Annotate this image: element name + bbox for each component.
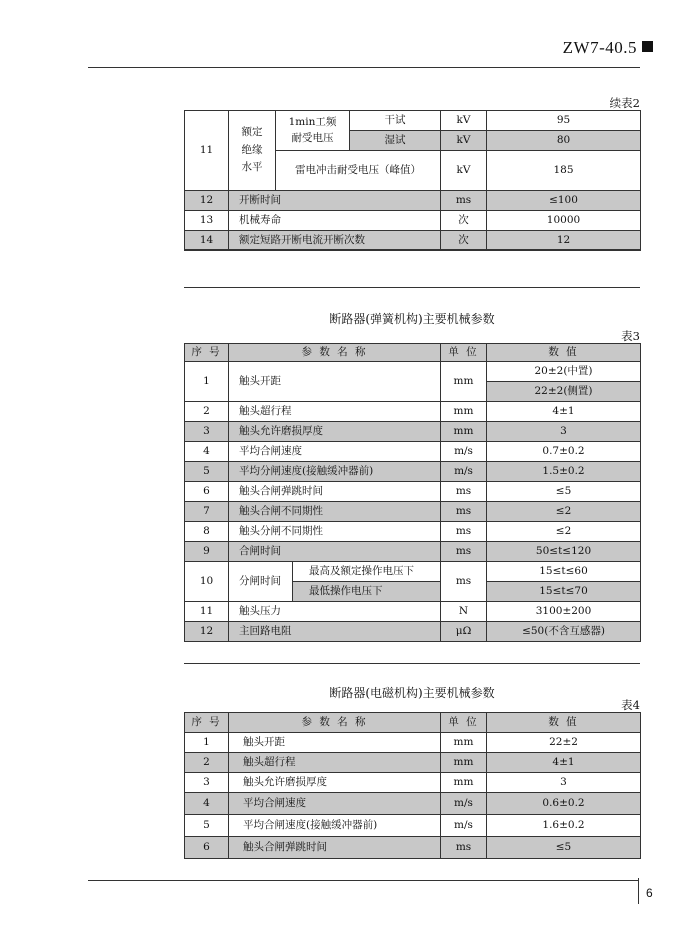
table-cell-unit: mm xyxy=(441,362,487,402)
table-cell-unit: ms xyxy=(441,837,487,859)
table-cell-value: ≤100 xyxy=(487,191,641,211)
table-cell-dry-label: 干试 xyxy=(350,111,441,131)
table-row xyxy=(185,482,641,502)
table-cell-value: 50≤t≤120 xyxy=(487,542,641,562)
table-header-no: 序 号 xyxy=(185,344,229,362)
table-cell-value: 185 xyxy=(487,151,641,191)
table-row xyxy=(185,793,641,815)
table-cell-param: 平均合闸速度(接触缓冲器前) xyxy=(229,815,441,837)
table-header-unit: 单 位 xyxy=(441,713,487,733)
table-cell-param: 平均合闸速度 xyxy=(229,442,441,462)
table-row xyxy=(185,773,641,793)
table-cell-value: ≤5 xyxy=(487,837,641,859)
table-cell-unit: mm xyxy=(441,753,487,773)
section-rule xyxy=(184,663,640,664)
table-cell-param: 触头开距 xyxy=(229,362,441,402)
table-cell-unit: ms xyxy=(441,502,487,522)
table-cell-no: 4 xyxy=(185,442,229,462)
table-cell-unit: mm xyxy=(441,402,487,422)
table-cell-no: 12 xyxy=(185,191,229,211)
table-cell-param: 触头开距 xyxy=(229,733,441,753)
table-cell-wet-label: 湿试 xyxy=(350,131,441,151)
table-cell-value: 0.6±0.2 xyxy=(487,793,641,815)
table-row xyxy=(185,522,641,542)
table-cell-param: 主回路电阻 xyxy=(229,622,441,642)
table3-title: 断路器(弹簧机构)主要机械参数 xyxy=(329,312,495,326)
table-cell-lightning-label: 雷电冲击耐受电压（峰值） xyxy=(276,151,441,191)
table-header-value: 数 值 xyxy=(487,713,641,733)
table-cell-value: 15≤t≤60 xyxy=(487,562,641,582)
table-row xyxy=(185,837,641,859)
table-cell-value: 10000 xyxy=(487,211,641,231)
table-cell-no: 12 xyxy=(185,622,229,642)
document-model-header: ZW7-40.5 xyxy=(563,38,653,58)
table-cell-value: ≤2 xyxy=(487,502,641,522)
table2-continued xyxy=(184,110,641,251)
table-row xyxy=(185,815,641,837)
table-cell-no: 7 xyxy=(185,502,229,522)
table4-label: 表4 xyxy=(621,698,640,712)
table-cell-param: 平均合闸速度 xyxy=(229,793,441,815)
table-cell-value: 1.6±0.2 xyxy=(487,815,641,837)
table-cell-unit: ms xyxy=(441,542,487,562)
footer-divider xyxy=(638,878,639,904)
table-cell-param: 平均分闸速度(接触缓冲器前) xyxy=(229,462,441,482)
table-cell-no: 11 xyxy=(185,602,229,622)
table2-bottom-rule xyxy=(184,249,640,250)
table-cell-unit: ms xyxy=(441,562,487,602)
table-row xyxy=(185,231,641,251)
table-cell-no: 3 xyxy=(185,773,229,793)
table-cell-unit: mm xyxy=(441,733,487,753)
table-cell-unit: 次 xyxy=(441,211,487,231)
table-cell-param: 触头分闸不同期性 xyxy=(229,522,441,542)
table-cell-unit: ms xyxy=(441,191,487,211)
table-cell-value: 3 xyxy=(487,773,641,793)
table-cell-value: ≤5 xyxy=(487,482,641,502)
table-cell-value: 1.5±0.2 xyxy=(487,462,641,482)
table-cell-param: 机械寿命 xyxy=(229,211,441,231)
table-cell-value: 12 xyxy=(487,231,641,251)
table-cell-sub: 1min工频 耐受电压 xyxy=(276,111,350,151)
table3 xyxy=(184,343,641,642)
table-row xyxy=(185,462,641,482)
table-cell-unit: ms xyxy=(441,522,487,542)
table-cell-value: 80 xyxy=(487,131,641,151)
table4-title: 断路器(电磁机构)主要机械参数 xyxy=(329,686,495,700)
table-cell-unit: m/s xyxy=(441,793,487,815)
table-header-value: 数 值 xyxy=(487,344,641,362)
table-cell-unit: mm xyxy=(441,422,487,442)
table-cell-no: 2 xyxy=(185,753,229,773)
table-cell-param: 触头允许磨损厚度 xyxy=(229,422,441,442)
table-cell-unit: kV xyxy=(441,111,487,131)
table-row xyxy=(185,733,641,753)
table-cell-unit: 次 xyxy=(441,231,487,251)
table-cell-no: 11 xyxy=(185,111,229,191)
table-cell-no: 1 xyxy=(185,733,229,753)
table-cell-unit: kV xyxy=(441,151,487,191)
table-cell-param: 触头合闸弹跳时间 xyxy=(229,482,441,502)
table-header-param: 参 数 名 称 xyxy=(229,344,441,362)
table-cell-value: ≤50(不含互感器) xyxy=(487,622,641,642)
table-row xyxy=(185,402,641,422)
table-row xyxy=(185,211,641,231)
table-cell-subparam: 最低操作电压下 xyxy=(293,582,441,602)
table-header-param: 参 数 名 称 xyxy=(229,713,441,733)
table-cell-no: 6 xyxy=(185,837,229,859)
table-header-unit: 单 位 xyxy=(441,344,487,362)
table-row xyxy=(185,753,641,773)
table-cell-param: 触头合闸不同期性 xyxy=(229,502,441,522)
table-cell-no: 8 xyxy=(185,522,229,542)
table-cell-no: 13 xyxy=(185,211,229,231)
table-cell-value: ≤2 xyxy=(487,522,641,542)
page-number: 6 xyxy=(646,886,653,900)
table-cell-no: 2 xyxy=(185,402,229,422)
table-cell-unit: m/s xyxy=(441,442,487,462)
table-cell-param: 触头压力 xyxy=(229,602,441,622)
table-cell-unit: ms xyxy=(441,482,487,502)
table-cell-no: 10 xyxy=(185,562,229,602)
table-cell-no: 9 xyxy=(185,542,229,562)
table-cell-group: 额定 绝缘 水平 xyxy=(229,111,276,191)
table3-label: 表3 xyxy=(621,329,640,343)
table-cell-no: 1 xyxy=(185,362,229,402)
table-row xyxy=(185,502,641,522)
table-cell-no: 3 xyxy=(185,422,229,442)
table-cell-param: 触头超行程 xyxy=(229,753,441,773)
square-icon xyxy=(642,41,653,52)
table2-continue-label: 续表2 xyxy=(609,96,640,110)
table-cell-value: 4±1 xyxy=(487,753,641,773)
table-cell-unit: μΩ xyxy=(441,622,487,642)
table-cell-param: 分闸时间 xyxy=(229,562,293,602)
table-cell-unit: kV xyxy=(441,131,487,151)
table-header-no: 序 号 xyxy=(185,713,229,733)
table-cell-value: 22±2 xyxy=(487,733,641,753)
table-cell-value: 95 xyxy=(487,111,641,131)
table-cell-unit: N xyxy=(441,602,487,622)
table-cell-value: 4±1 xyxy=(487,402,641,422)
table-cell-param: 触头允许磨损厚度 xyxy=(229,773,441,793)
table-cell-value: 3 xyxy=(487,422,641,442)
header-rule xyxy=(88,67,640,68)
table-row xyxy=(185,622,641,642)
table4 xyxy=(184,712,641,859)
table-cell-unit: mm xyxy=(441,773,487,793)
table-cell-value: 22±2(侧置) xyxy=(487,382,641,402)
table-cell-value: 3100±200 xyxy=(487,602,641,622)
footer-rule xyxy=(88,880,638,881)
table-cell-param: 触头超行程 xyxy=(229,402,441,422)
table-cell-no: 6 xyxy=(185,482,229,502)
table-row xyxy=(185,602,641,622)
section-rule xyxy=(184,287,640,288)
table-cell-param: 额定短路开断电流开断次数 xyxy=(229,231,441,251)
table-row xyxy=(185,422,641,442)
table-cell-no: 5 xyxy=(185,462,229,482)
table-cell-param: 合闸时间 xyxy=(229,542,441,562)
table-row xyxy=(185,191,641,211)
table-cell-unit: m/s xyxy=(441,462,487,482)
table-cell-no: 4 xyxy=(185,793,229,815)
table-cell-value: 15≤t≤70 xyxy=(487,582,641,602)
table-row xyxy=(185,442,641,462)
table-cell-param: 触头合闸弹跳时间 xyxy=(229,837,441,859)
table-row xyxy=(185,542,641,562)
table-cell-subparam: 最高及额定操作电压下 xyxy=(293,562,441,582)
table-cell-param: 开断时间 xyxy=(229,191,441,211)
table-cell-unit: m/s xyxy=(441,815,487,837)
table-cell-value: 0.7±0.2 xyxy=(487,442,641,462)
table-cell-no: 14 xyxy=(185,231,229,251)
table-cell-no: 5 xyxy=(185,815,229,837)
table-cell-value: 20±2(中置) xyxy=(487,362,641,382)
